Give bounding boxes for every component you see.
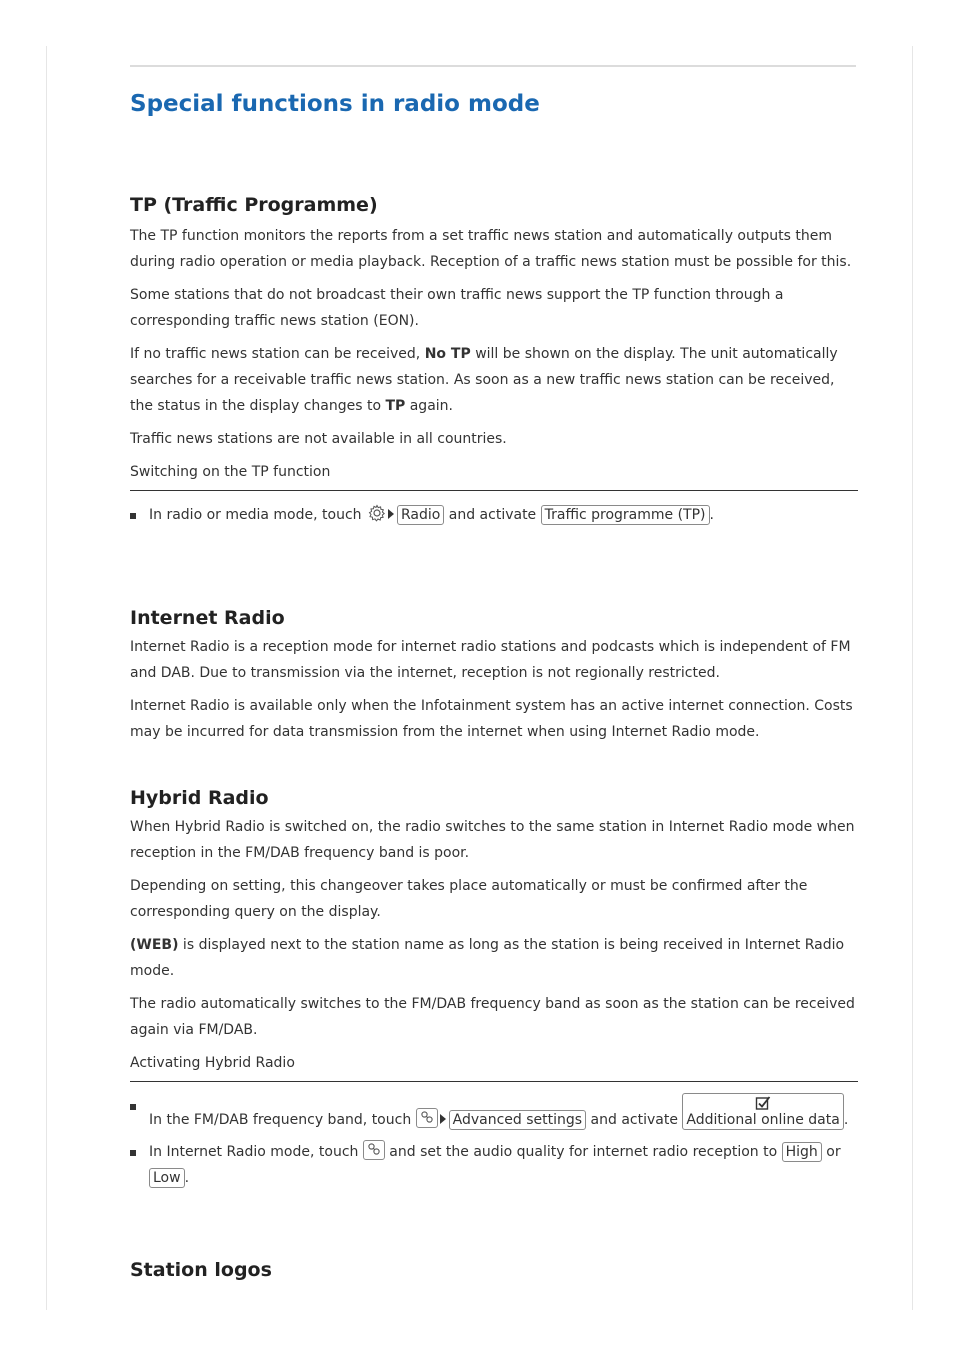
hybrid-paragraph-3: (WEB) is displayed next to the station name as long as the station is being received in Internet Radio mode. <box>130 937 845 979</box>
hybrid-paragraph-1: When Hybrid Radio is switched on, the radio switches to the same station in Internet Radio mode when reception in the FM/DAB frequency band is poor. <box>130 819 855 861</box>
radio-key[interactable]: Radio <box>397 505 444 525</box>
hybrid-paragraph-4: The radio automatically switches to the FM/DAB frequency band as soon as the station can be received again via FM/DAB. <box>130 996 855 1038</box>
bullet-icon <box>130 1150 136 1156</box>
tp-step-item: In radio or media mode, touch Radio and activate Traffic programme (TP) . <box>130 502 858 528</box>
bullet-icon <box>130 513 136 519</box>
play-arrow-icon <box>440 1114 446 1124</box>
hybrid-step-item-1: In the FM/DAB frequency band, touch Advanced settings and activate Additional online data . <box>130 1093 858 1133</box>
tp-paragraph-2: Some stations that do not broadcast their own traffic news support the TP function through a corresponding traffic news station (EON). <box>130 287 784 329</box>
hybrid-radio-section <box>130 785 858 1197</box>
left-margin-line <box>46 46 47 1310</box>
right-margin-line <box>912 46 913 1310</box>
tp-switch-label: Switching on the TP function <box>130 459 858 491</box>
hybrid-step-item-2: In Internet Radio mode, touch and set the audio quality for internet radio reception to High or Low . <box>130 1139 858 1191</box>
checkbox-checked-icon <box>755 1095 771 1111</box>
traffic-programme-key[interactable]: Traffic programme (TP) <box>541 505 710 525</box>
no-tp-label: No TP <box>424 346 471 362</box>
hybrid-paragraph-2: Depending on setting, this changeover takes place automatically or must be confirmed after the corresponding query on the display. <box>130 878 808 920</box>
station-logos-section <box>130 1257 858 1283</box>
tp-heading: TP (Traffic Programme) <box>130 194 378 216</box>
tp-paragraph-1: The TP function monitors the reports from a set traffic news station and automatically outputs them during radio operation or media playback. Reception of a traffic news station must be possible for this. <box>130 228 852 270</box>
settings-key-icon[interactable] <box>363 1140 385 1160</box>
settings-key-icon[interactable] <box>416 1108 438 1128</box>
tp-section <box>130 192 858 534</box>
tp-paragraph-4: Traffic news stations are not available in all countries. <box>130 431 507 447</box>
hybrid-radio-heading: Hybrid Radio <box>130 787 269 809</box>
tp-paragraph-3: If no traffic news station can be received, No TP will be shown on the display. The unit automatically searches for a receivable traffic news station. As soon as a new traffic news station can be received, the status in the display changes to TP again. <box>130 346 838 414</box>
hybrid-steps <box>130 1093 858 1191</box>
bullet-icon <box>130 1104 136 1110</box>
high-quality-key[interactable]: High <box>782 1142 822 1162</box>
advanced-settings-key[interactable]: Advanced settings <box>449 1110 586 1130</box>
low-quality-key[interactable]: Low <box>149 1168 185 1188</box>
internet-radio-heading: Internet Radio <box>130 607 285 629</box>
page-title: Special functions in radio mode <box>130 91 540 117</box>
play-arrow-icon <box>388 509 394 519</box>
tp-steps <box>130 502 858 528</box>
hybrid-activate-label: Activating Hybrid Radio <box>130 1050 858 1082</box>
internet-radio-paragraph-1: Internet Radio is a reception mode for internet radio stations and podcasts which is independent of FM and DAB. Due to transmission via the internet, reception is not regionally restricted. <box>130 639 851 681</box>
additional-online-data-key[interactable]: Additional online data <box>682 1093 843 1130</box>
tp-label: TP <box>385 398 406 414</box>
internet-radio-section <box>130 605 858 752</box>
top-rule <box>130 65 856 67</box>
internet-radio-paragraph-2: Internet Radio is available only when the Infotainment system has an active internet connection. Costs may be incurred for data transmission from the internet when using Internet Radio mode. <box>130 698 853 740</box>
web-label: (WEB) <box>130 937 179 953</box>
gear-icon <box>368 504 386 522</box>
station-logos-heading: Station logos <box>130 1259 272 1281</box>
